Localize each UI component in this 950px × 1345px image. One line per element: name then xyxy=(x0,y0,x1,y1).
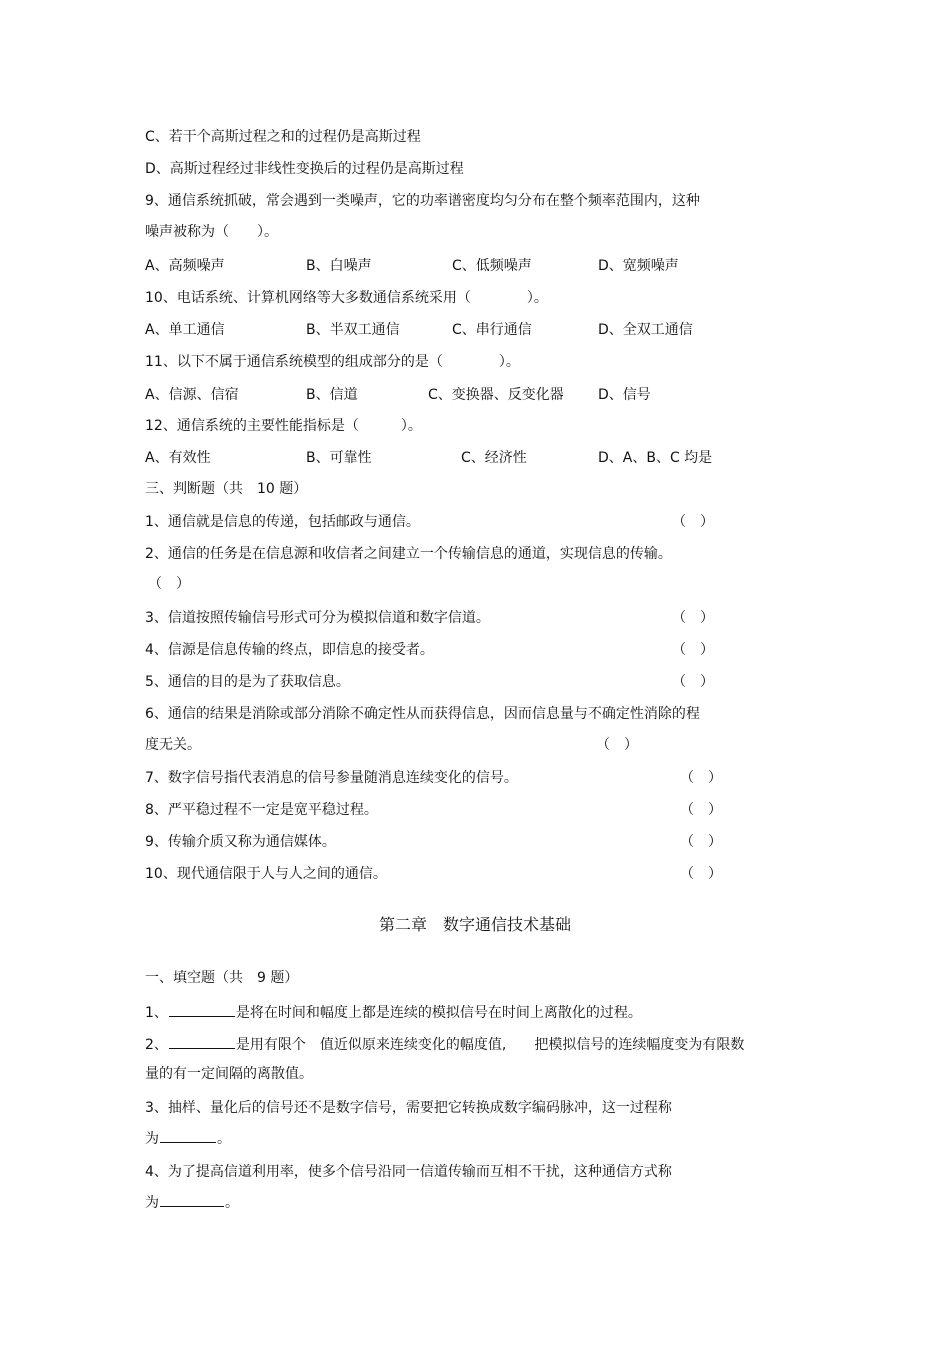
tf-answer-8: （ ） xyxy=(680,802,722,818)
q12-option-c: C、经济性 xyxy=(461,450,527,466)
q11-option-d: D、信号 xyxy=(598,387,651,403)
q9-option-d: D、宽频噪声 xyxy=(598,258,679,274)
tf-item-10: 10、现代通信限于人与人之间的通信。 xyxy=(145,866,387,882)
fill-item-4: 4、为了提高信道利用率，使多个信号沿同一信道传输而互相不干扰，这种通信方式称 xyxy=(145,1164,672,1180)
tf-item-8: 8、严平稳过程不一定是宽平稳过程。 xyxy=(145,802,378,818)
q12-stem: 12、通信系统的主要性能指标是（ ）。 xyxy=(145,418,422,434)
fill-item-4-suffix: 。 xyxy=(225,1195,239,1211)
q10-stem: 10、电话系统、计算机网络等大多数通信系统采用（ ）。 xyxy=(145,290,548,306)
tf-item-5: 5、通信的目的是为了获取信息。 xyxy=(145,674,350,690)
tf-answer-10: （ ） xyxy=(680,866,722,882)
q9-stem-cont: 噪声被称为（ ）。 xyxy=(145,224,278,240)
q9-option-b: B、白噪声 xyxy=(306,258,372,274)
tf-item-6-cont: 度无关。 xyxy=(145,737,201,753)
tf-answer-2: （ ） xyxy=(148,576,190,592)
option-d-line: D、高斯过程经过非线性变换后的过程仍是高斯过程 xyxy=(145,161,464,177)
tf-item-2: 2、通信的任务是在信息源和收信者之间建立一个传输信息的通道，实现信息的传输。 xyxy=(145,546,672,562)
fill-item-3: 3、抽样、量化后的信号还不是数字信号，需要把它转换成数字编码脉冲，这一过程称 xyxy=(145,1100,672,1116)
tf-item-9: 9、传输介质又称为通信媒体。 xyxy=(145,834,336,850)
fill-item-4-prefix: 为 xyxy=(145,1195,159,1211)
fill-item-3-cont xyxy=(145,1128,231,1149)
fill-blank-1[interactable] xyxy=(169,1002,235,1017)
tf-item-1: 1、通信就是信息的传递，包括邮政与通信。 xyxy=(145,514,420,530)
q12-option-b: B、可靠性 xyxy=(306,450,372,466)
fill-blank-2[interactable] xyxy=(169,1034,235,1049)
q10-option-a: A、单工通信 xyxy=(145,322,225,338)
q10-option-d: D、全双工通信 xyxy=(598,322,693,338)
q11-option-c: C、变换器、反变化器 xyxy=(428,387,564,403)
tf-answer-3: （ ） xyxy=(672,610,714,626)
q12-option-d: D、A、B、C 均是 xyxy=(598,450,713,466)
q9-option-c: C、低频噪声 xyxy=(452,258,532,274)
q10-option-c: C、串行通信 xyxy=(452,322,532,338)
fill-section-title: 一、填空题（共 9 题） xyxy=(145,970,299,986)
chapter-title: 第二章 数字通信技术基础 xyxy=(378,915,571,934)
fill-item-2-cont: 量的有一定间隔的离散值。 xyxy=(145,1066,313,1082)
tf-answer-9: （ ） xyxy=(680,834,722,850)
fill-blank-4[interactable] xyxy=(160,1192,224,1207)
fill-item-2-text: 是用有限个 值近似原来连续变化的幅度值, 把模拟信号的连续幅度变为有限数 xyxy=(235,1037,745,1053)
fill-item-3-suffix: 。 xyxy=(217,1131,231,1147)
tf-answer-7: （ ） xyxy=(680,770,722,786)
tf-item-7: 7、数字信号指代表消息的信号参量随消息连续变化的信号。 xyxy=(145,770,518,786)
tf-item-3: 3、信道按照传输信号形式可分为模拟信道和数字信道。 xyxy=(145,610,490,626)
fill-item-1-text: 是将在时间和幅度上都是连续的模拟信号在时间上离散化的过程。 xyxy=(235,1005,642,1021)
q10-option-b: B、半双工通信 xyxy=(306,322,400,338)
q12-option-a: A、有效性 xyxy=(145,450,211,466)
fill-item-2 xyxy=(145,1034,744,1055)
q9-stem: 9、通信系统抓破，常会遇到一类噪声，它的功率谱密度均匀分布在整个频率范围内，这种 xyxy=(145,193,700,209)
q11-option-b: B、信道 xyxy=(306,387,358,403)
option-c-line: C、若干个高斯过程之和的过程仍是高斯过程 xyxy=(145,129,421,145)
fill-blank-3[interactable] xyxy=(160,1128,216,1143)
q9-option-a: A、高频噪声 xyxy=(145,258,225,274)
tf-answer-1: （ ） xyxy=(672,514,714,530)
q11-option-a: A、信源、信宿 xyxy=(145,387,239,403)
fill-item-3-prefix: 为 xyxy=(145,1131,159,1147)
tf-section-title: 三、判断题（共 10 题） xyxy=(145,481,308,497)
tf-answer-6: （ ） xyxy=(596,737,638,753)
tf-item-4: 4、信源是信息传输的终点，即信息的接受者。 xyxy=(145,642,434,658)
q11-stem: 11、以下不属于通信系统模型的组成部分的是（ ）。 xyxy=(145,354,520,370)
fill-item-2-number: 2、 xyxy=(145,1037,168,1053)
fill-item-4-cont xyxy=(145,1192,239,1213)
tf-item-6: 6、通信的结果是消除或部分消除不确定性从而获得信息，因而信息量与不确定性消除的程 xyxy=(145,706,700,722)
fill-item-1-number: 1、 xyxy=(145,1005,168,1021)
tf-answer-4: （ ） xyxy=(672,642,714,658)
tf-answer-5: （ ） xyxy=(672,674,714,690)
fill-item-1 xyxy=(145,1002,642,1023)
